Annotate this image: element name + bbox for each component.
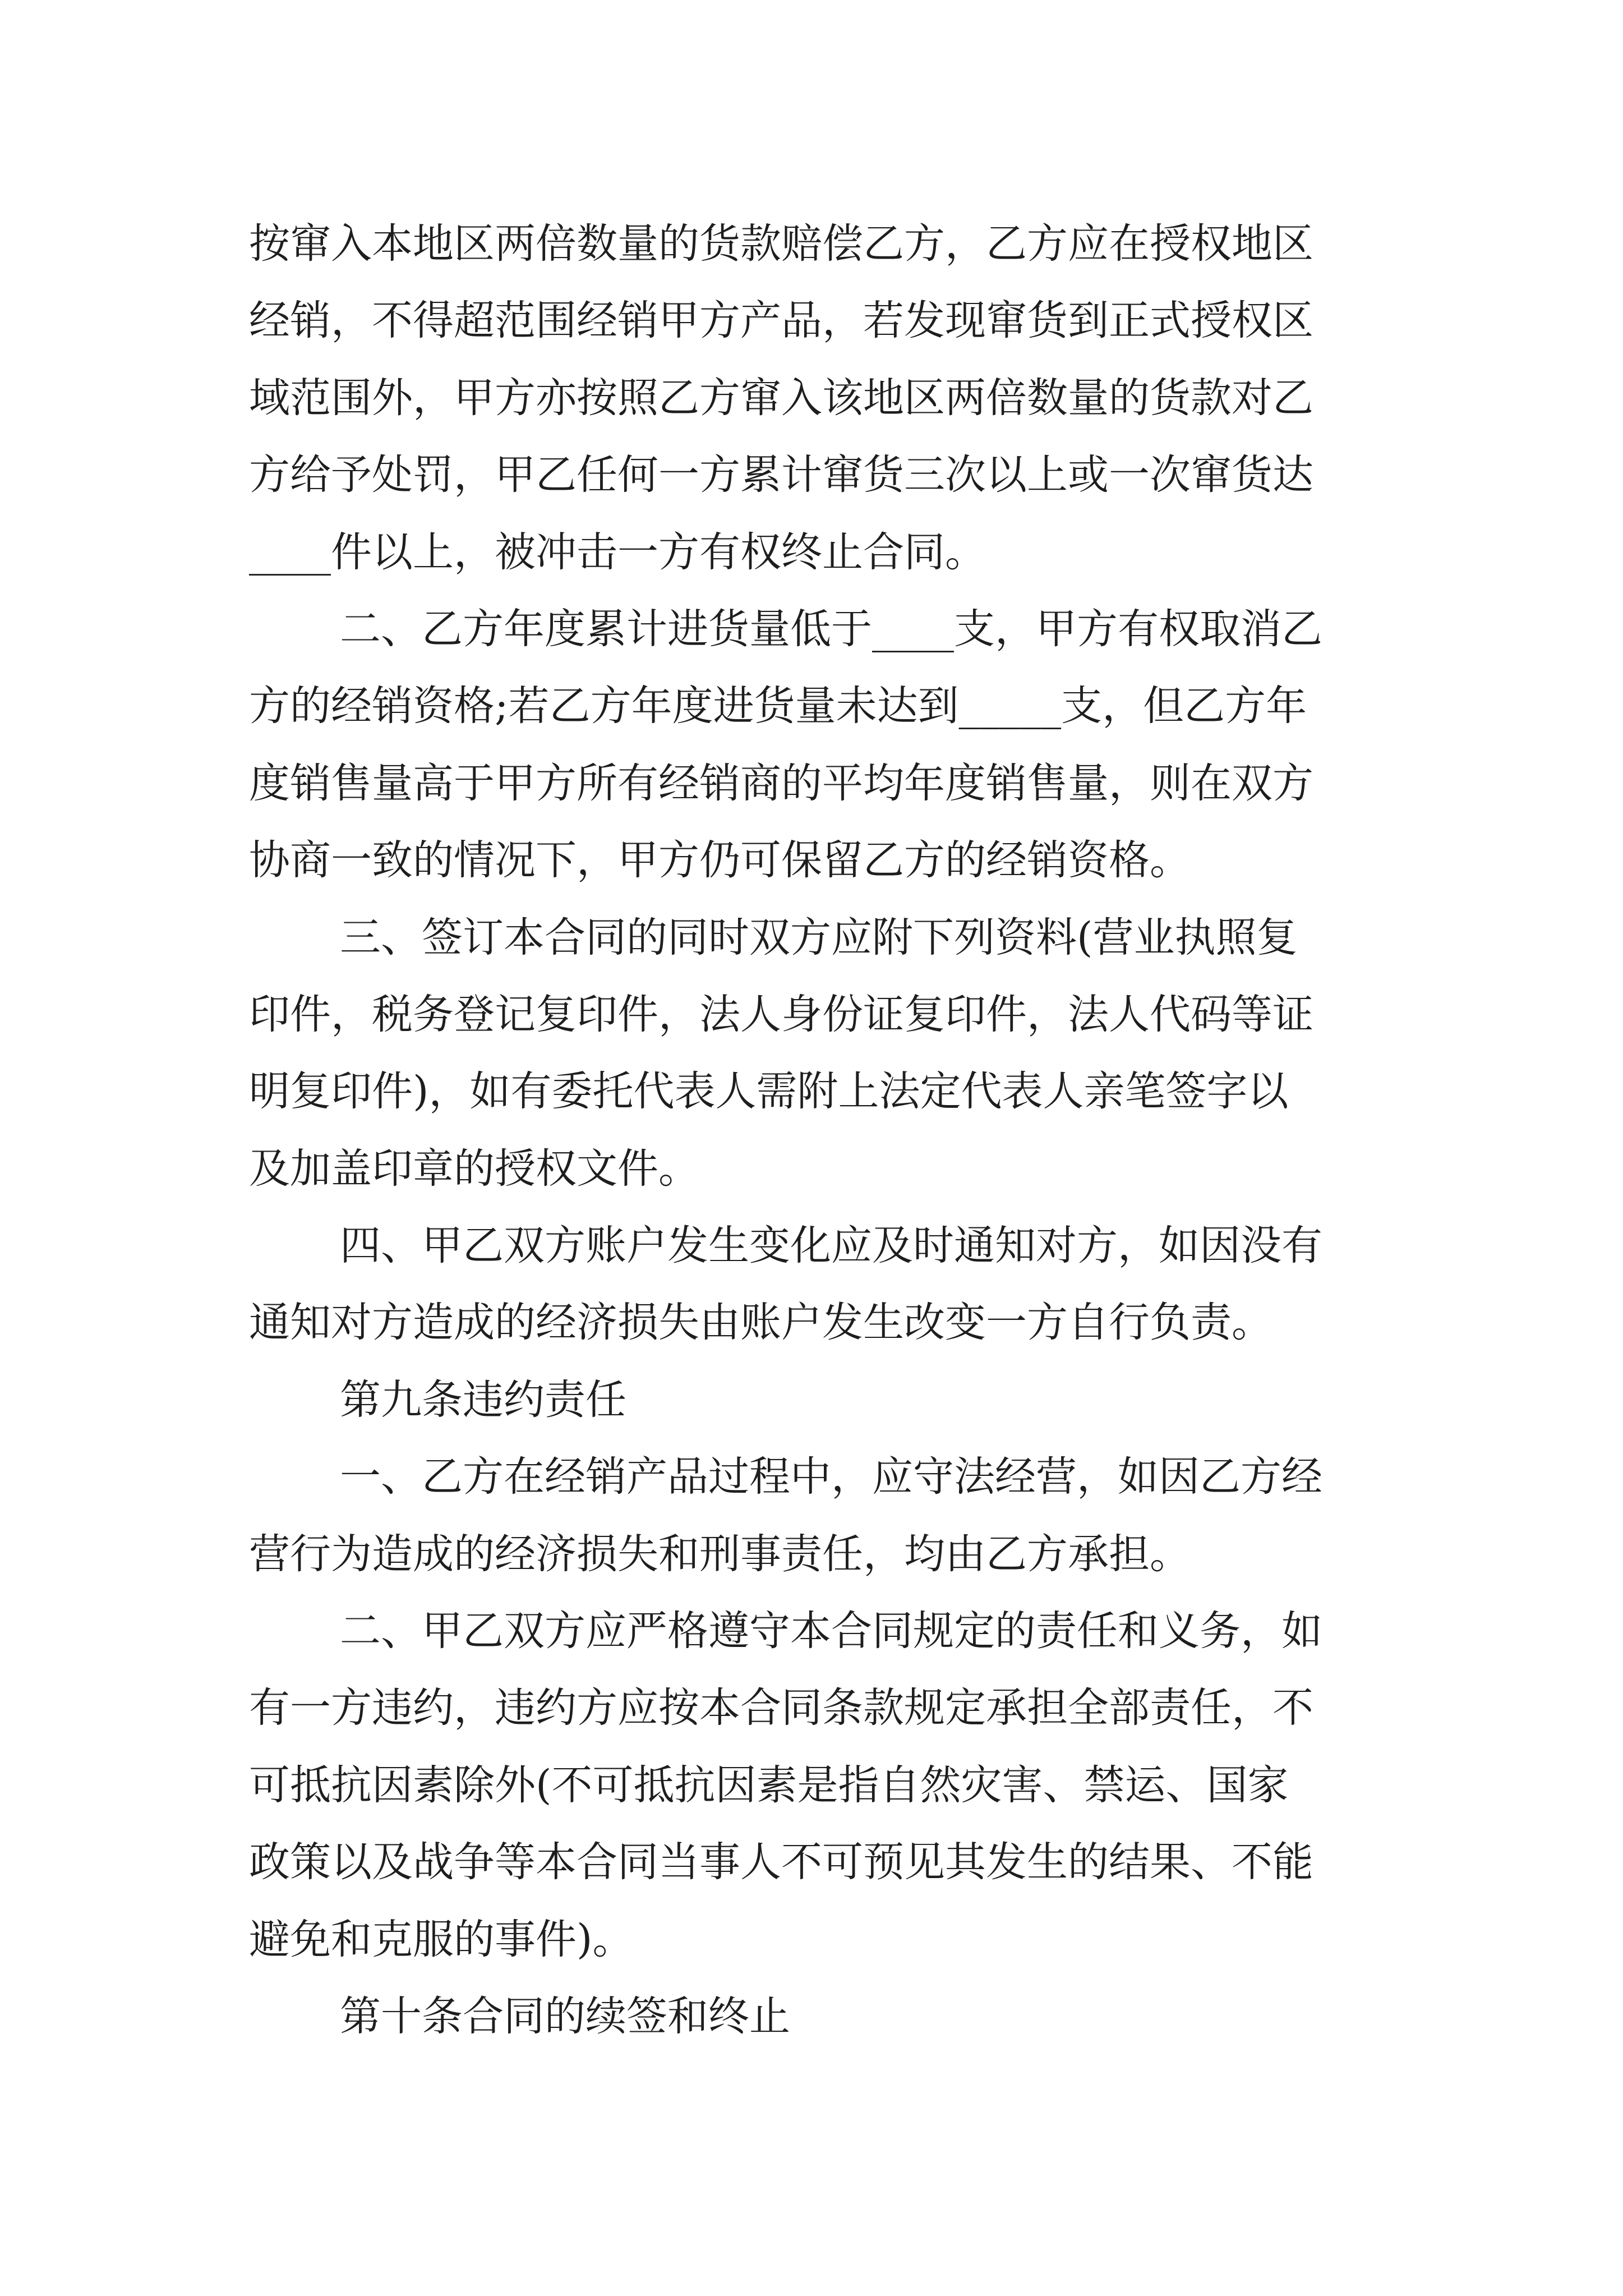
text-line: 四、甲乙双方账户发生变化应及时通知对方，如因没有 — [340, 1222, 1322, 1269]
text-line: 域范围外，甲方亦按照乙方窜入该地区两倍数量的货款对乙 — [249, 374, 1313, 422]
section-heading: 第九条违约责任 — [340, 1376, 626, 1424]
text-line: 通知对方造成的经济损失由账户发生改变一方自行负责。 — [249, 1299, 1272, 1346]
text-line: 及加盖印章的授权文件。 — [249, 1145, 699, 1193]
text-line: 协商一致的情况下，甲方仍可保留乙方的经销资格。 — [249, 836, 1191, 884]
text-line: 避免和克服的事件)。 — [249, 1916, 634, 1963]
text-line: 度销售量高于甲方所有经销商的平均年度销售量，则在双方 — [249, 760, 1313, 807]
text-line: 二、甲乙双方应严格遵守本合同规定的责任和义务，如 — [340, 1607, 1322, 1655]
section-heading: 第十条合同的续签和终止 — [340, 1993, 790, 2040]
text-line: 二、乙方年度累计进货量低于____支，甲方有权取消乙 — [340, 605, 1322, 653]
text-line: 明复印件)，如有委托代表人需附上法定代表人亲笔签字以 — [249, 1068, 1289, 1115]
text-line: 方给予处罚，甲乙任何一方累计窜货三次以上或一次窜货达 — [249, 451, 1313, 499]
text-line: 按窜入本地区两倍数量的货款赔偿乙方，乙方应在授权地区 — [249, 220, 1313, 268]
text-line: 可抵抗因素除外(不可抵抗因素是指自然灾害、禁运、国家 — [249, 1761, 1289, 1809]
text-line: 有一方违约，违约方应按本合同条款规定承担全部责任，不 — [249, 1684, 1313, 1732]
text-line: ____件以上，被冲击一方有权终止合同。 — [249, 528, 986, 576]
text-line: 印件，税务登记复印件，法人身份证复印件，法人代码等证 — [249, 991, 1313, 1038]
text-line: 政策以及战争等本合同当事人不可预见其发生的结果、不能 — [249, 1838, 1313, 1886]
text-line: 三、签订本合同的同时双方应附下列资料(营业执照复 — [340, 914, 1298, 961]
text-line: 营行为造成的经济损失和刑事责任，均由乙方承担。 — [249, 1530, 1191, 1578]
text-line: 一、乙方在经销产品过程中，应守法经营，如因乙方经 — [340, 1453, 1322, 1501]
text-line: 方的经销资格;若乙方年度进货量未达到_____支，但乙方年 — [249, 682, 1307, 730]
text-line: 经销，不得超范围经销甲方产品，若发现窜货到正式授权区 — [249, 297, 1313, 344]
